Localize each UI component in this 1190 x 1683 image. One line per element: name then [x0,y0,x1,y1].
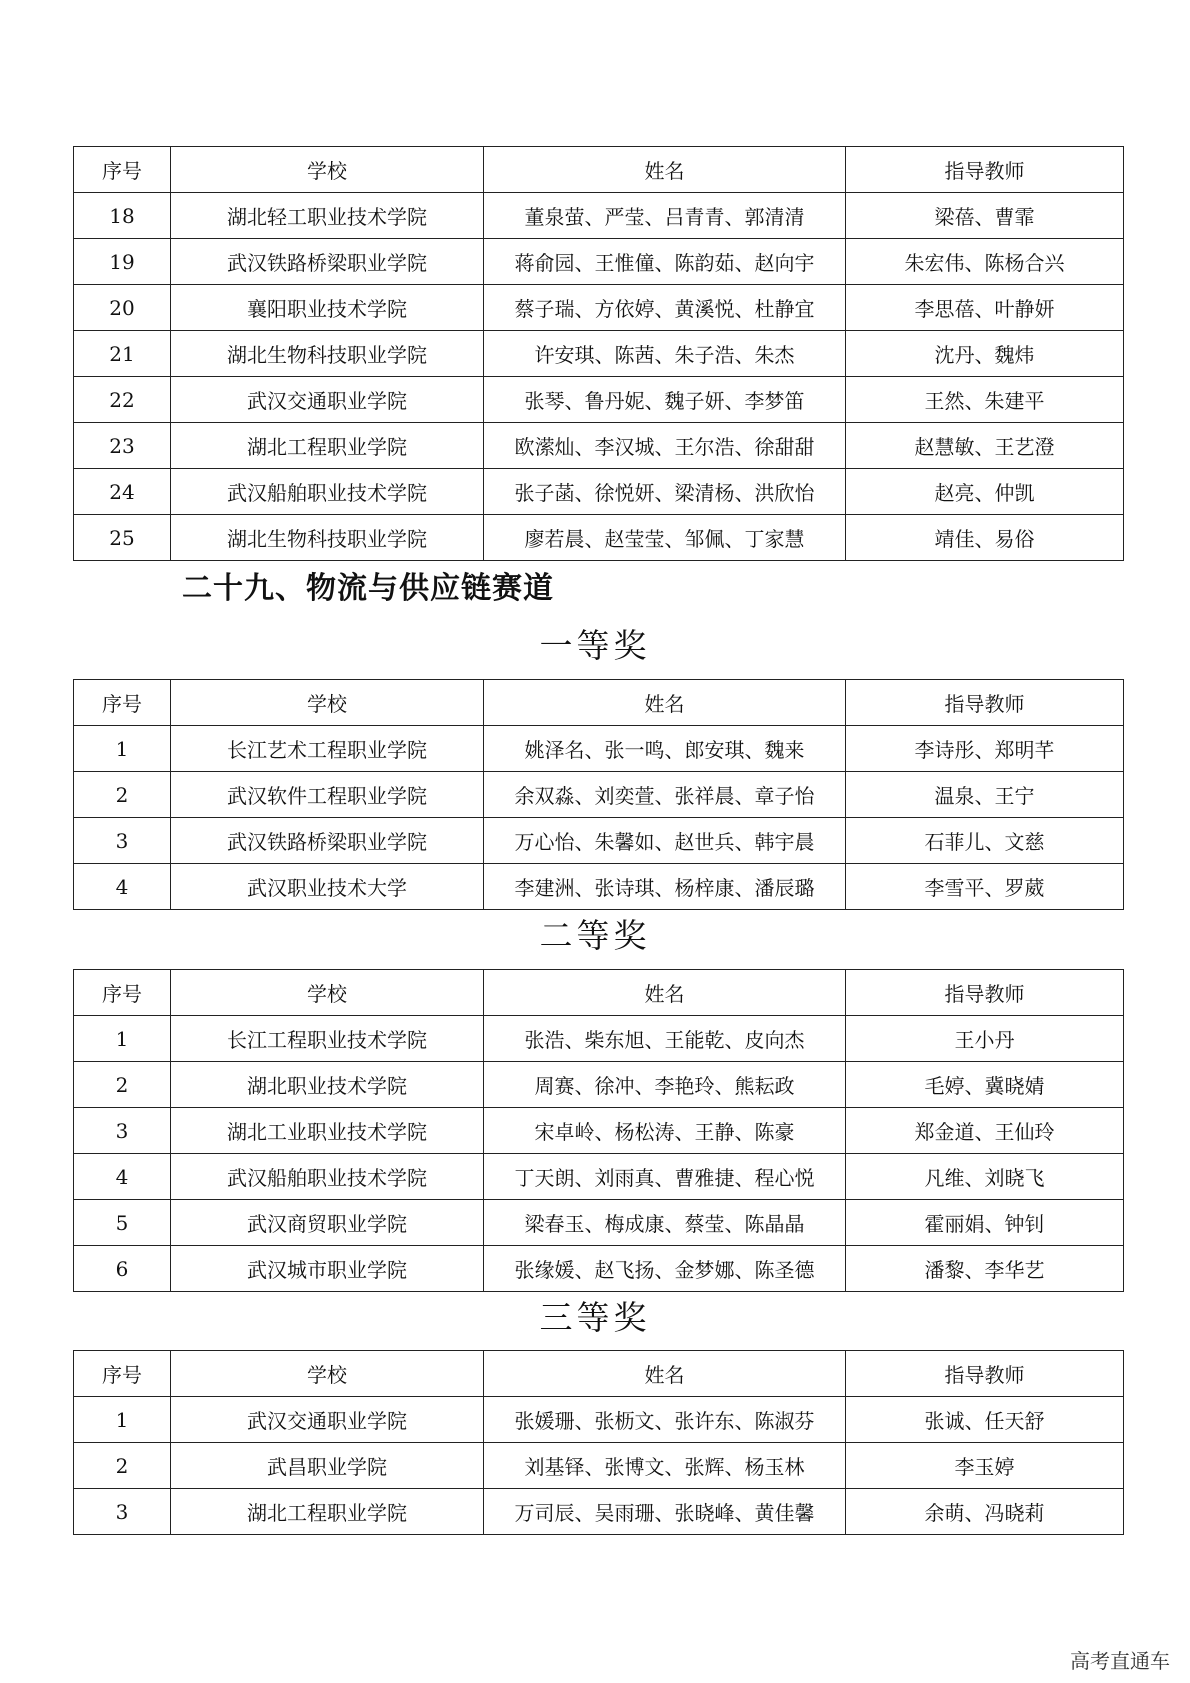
table-row [74,1397,1124,1443]
table-row [74,1154,1124,1200]
cell-school: 湖北生物科技职业学院 [171,331,484,377]
cell-teachers: 李思蓓、叶静妍 [846,285,1124,331]
header-names: 姓名 [484,1351,846,1397]
cell-teachers: 王然、朱建平 [846,377,1124,423]
cell-school: 武汉船舶职业技术学院 [171,469,484,515]
table-row [74,423,1124,469]
cell-no: 4 [74,864,171,910]
cell-names: 姚泽名、张一鸣、郎安琪、魏来 [484,726,846,772]
cell-teachers: 温泉、王宁 [846,772,1124,818]
cell-names: 欧潆灿、李汉城、王尔浩、徐甜甜 [484,423,846,469]
table-row [74,1108,1124,1154]
cell-teachers: 霍丽娟、钟钊 [846,1200,1124,1246]
third-prize-title: 三等奖 [539,1298,651,1337]
first-prize-title: 一等奖 [539,626,651,665]
table-row [74,331,1124,377]
cell-school: 湖北工程职业学院 [171,1489,484,1535]
cell-school: 武昌职业学院 [171,1443,484,1489]
header-no: 序号 [74,680,171,726]
continued-results-table [73,146,1124,561]
table-row [74,377,1124,423]
cell-teachers: 潘黎、李华艺 [846,1246,1124,1292]
table-row [74,818,1124,864]
table-row [74,285,1124,331]
cell-school: 湖北轻工职业技术学院 [171,193,484,239]
header-no: 序号 [74,147,171,193]
cell-teachers: 赵亮、仲凯 [846,469,1124,515]
cell-names: 蔡子瑞、方依婷、黄溪悦、杜静宜 [484,285,846,331]
header-no: 序号 [74,970,171,1016]
cell-names: 许安琪、陈茜、朱子浩、朱杰 [484,331,846,377]
cell-school: 湖北生物科技职业学院 [171,515,484,561]
cell-school: 襄阳职业技术学院 [171,285,484,331]
cell-names: 丁天朗、刘雨真、曹雅捷、程心悦 [484,1154,846,1200]
cell-teachers: 赵慧敏、王艺澄 [846,423,1124,469]
cell-names: 董泉萤、严莹、吕青青、郭清清 [484,193,846,239]
cell-no: 4 [74,1154,171,1200]
cell-school: 武汉铁路桥梁职业学院 [171,239,484,285]
cell-names: 宋卓岭、杨松涛、王静、陈豪 [484,1108,846,1154]
cell-names: 张琴、鲁丹妮、魏子妍、李梦笛 [484,377,846,423]
table-row [74,469,1124,515]
cell-school: 长江工程职业技术学院 [171,1016,484,1062]
table-header-row [74,147,1124,193]
cell-teachers: 郑金道、王仙玲 [846,1108,1124,1154]
cell-names: 梁春玉、梅成康、蔡莹、陈晶晶 [484,1200,846,1246]
cell-no: 3 [74,1489,171,1535]
cell-school: 武汉软件工程职业学院 [171,772,484,818]
table-row [74,864,1124,910]
header-school: 学校 [171,1351,484,1397]
table-row [74,193,1124,239]
cell-no: 25 [74,515,171,561]
table-row [74,1062,1124,1108]
cell-no: 23 [74,423,171,469]
table-row [74,1246,1124,1292]
cell-names: 周赛、徐冲、李艳玲、熊耘政 [484,1062,846,1108]
table-row [74,1443,1124,1489]
second-prize-table [73,969,1124,1292]
header-teachers: 指导教师 [846,147,1124,193]
cell-no: 18 [74,193,171,239]
cell-teachers: 朱宏伟、陈杨合兴 [846,239,1124,285]
cell-no: 3 [74,1108,171,1154]
header-teachers: 指导教师 [846,680,1124,726]
cell-names: 万司辰、吴雨珊、张晓峰、黄佳馨 [484,1489,846,1535]
cell-names: 张浩、柴东旭、王能乾、皮向杰 [484,1016,846,1062]
header-school: 学校 [171,680,484,726]
cell-teachers: 李诗彤、郑明芊 [846,726,1124,772]
cell-no: 24 [74,469,171,515]
cell-school: 湖北职业技术学院 [171,1062,484,1108]
third-prize-table [73,1350,1124,1535]
cell-no: 1 [74,726,171,772]
table-row [74,772,1124,818]
table-header-row [74,1351,1124,1397]
cell-no: 1 [74,1016,171,1062]
cell-names: 万心怡、朱馨如、赵世兵、韩宇晨 [484,818,846,864]
cell-names: 张缘媛、赵飞扬、金梦娜、陈圣德 [484,1246,846,1292]
cell-teachers: 毛婷、冀晓婧 [846,1062,1124,1108]
cell-no: 21 [74,331,171,377]
cell-no: 3 [74,818,171,864]
cell-teachers: 张诚、任天舒 [846,1397,1124,1443]
cell-school: 武汉商贸职业学院 [171,1200,484,1246]
cell-teachers: 王小丹 [846,1016,1124,1062]
cell-school: 武汉交通职业学院 [171,1397,484,1443]
cell-teachers: 李玉婷 [846,1443,1124,1489]
table-row [74,1200,1124,1246]
cell-teachers: 石菲儿、文慈 [846,818,1124,864]
cell-no: 22 [74,377,171,423]
cell-school: 武汉铁路桥梁职业学院 [171,818,484,864]
cell-school: 湖北工程职业学院 [171,423,484,469]
cell-teachers: 梁蓓、曹霏 [846,193,1124,239]
cell-names: 廖若晨、赵莹莹、邹佩、丁家慧 [484,515,846,561]
first-prize-table [73,679,1124,910]
header-school: 学校 [171,147,484,193]
cell-no: 6 [74,1246,171,1292]
table-header-row [74,970,1124,1016]
cell-school: 湖北工业职业技术学院 [171,1108,484,1154]
header-no: 序号 [74,1351,171,1397]
cell-teachers: 李雪平、罗葳 [846,864,1124,910]
header-names: 姓名 [484,970,846,1016]
cell-teachers: 凡维、刘晓飞 [846,1154,1124,1200]
cell-school: 武汉职业技术大学 [171,864,484,910]
cell-names: 张子菡、徐悦妍、梁清杨、洪欣怡 [484,469,846,515]
table-row [74,1016,1124,1062]
cell-school: 武汉城市职业学院 [171,1246,484,1292]
cell-teachers: 沈丹、魏炜 [846,331,1124,377]
cell-no: 19 [74,239,171,285]
watermark-text: 高考直通车 [1070,1649,1170,1673]
cell-school: 长江艺术工程职业学院 [171,726,484,772]
table-row [74,515,1124,561]
cell-no: 20 [74,285,171,331]
cell-names: 蒋俞园、王惟僮、陈韵茹、赵向宇 [484,239,846,285]
table-row [74,726,1124,772]
header-school: 学校 [171,970,484,1016]
cell-teachers: 余萌、冯晓莉 [846,1489,1124,1535]
header-names: 姓名 [484,680,846,726]
table-row [74,239,1124,285]
cell-names: 李建洲、张诗琪、杨梓康、潘辰璐 [484,864,846,910]
cell-no: 2 [74,1062,171,1108]
table-row [74,1489,1124,1535]
cell-no: 2 [74,1443,171,1489]
header-teachers: 指导教师 [846,1351,1124,1397]
cell-names: 张媛珊、张枥文、张许东、陈淑芬 [484,1397,846,1443]
cell-school: 武汉交通职业学院 [171,377,484,423]
cell-no: 1 [74,1397,171,1443]
cell-no: 5 [74,1200,171,1246]
cell-names: 余双淼、刘奕萱、张祥晨、章子怡 [484,772,846,818]
cell-names: 刘基铎、张博文、张辉、杨玉林 [484,1443,846,1489]
header-names: 姓名 [484,147,846,193]
cell-school: 武汉船舶职业技术学院 [171,1154,484,1200]
section-title: 二十九、物流与供应链赛道 [182,571,554,606]
cell-no: 2 [74,772,171,818]
header-teachers: 指导教师 [846,970,1124,1016]
cell-teachers: 靖佳、易俗 [846,515,1124,561]
table-header-row [74,680,1124,726]
second-prize-title: 二等奖 [539,916,651,955]
